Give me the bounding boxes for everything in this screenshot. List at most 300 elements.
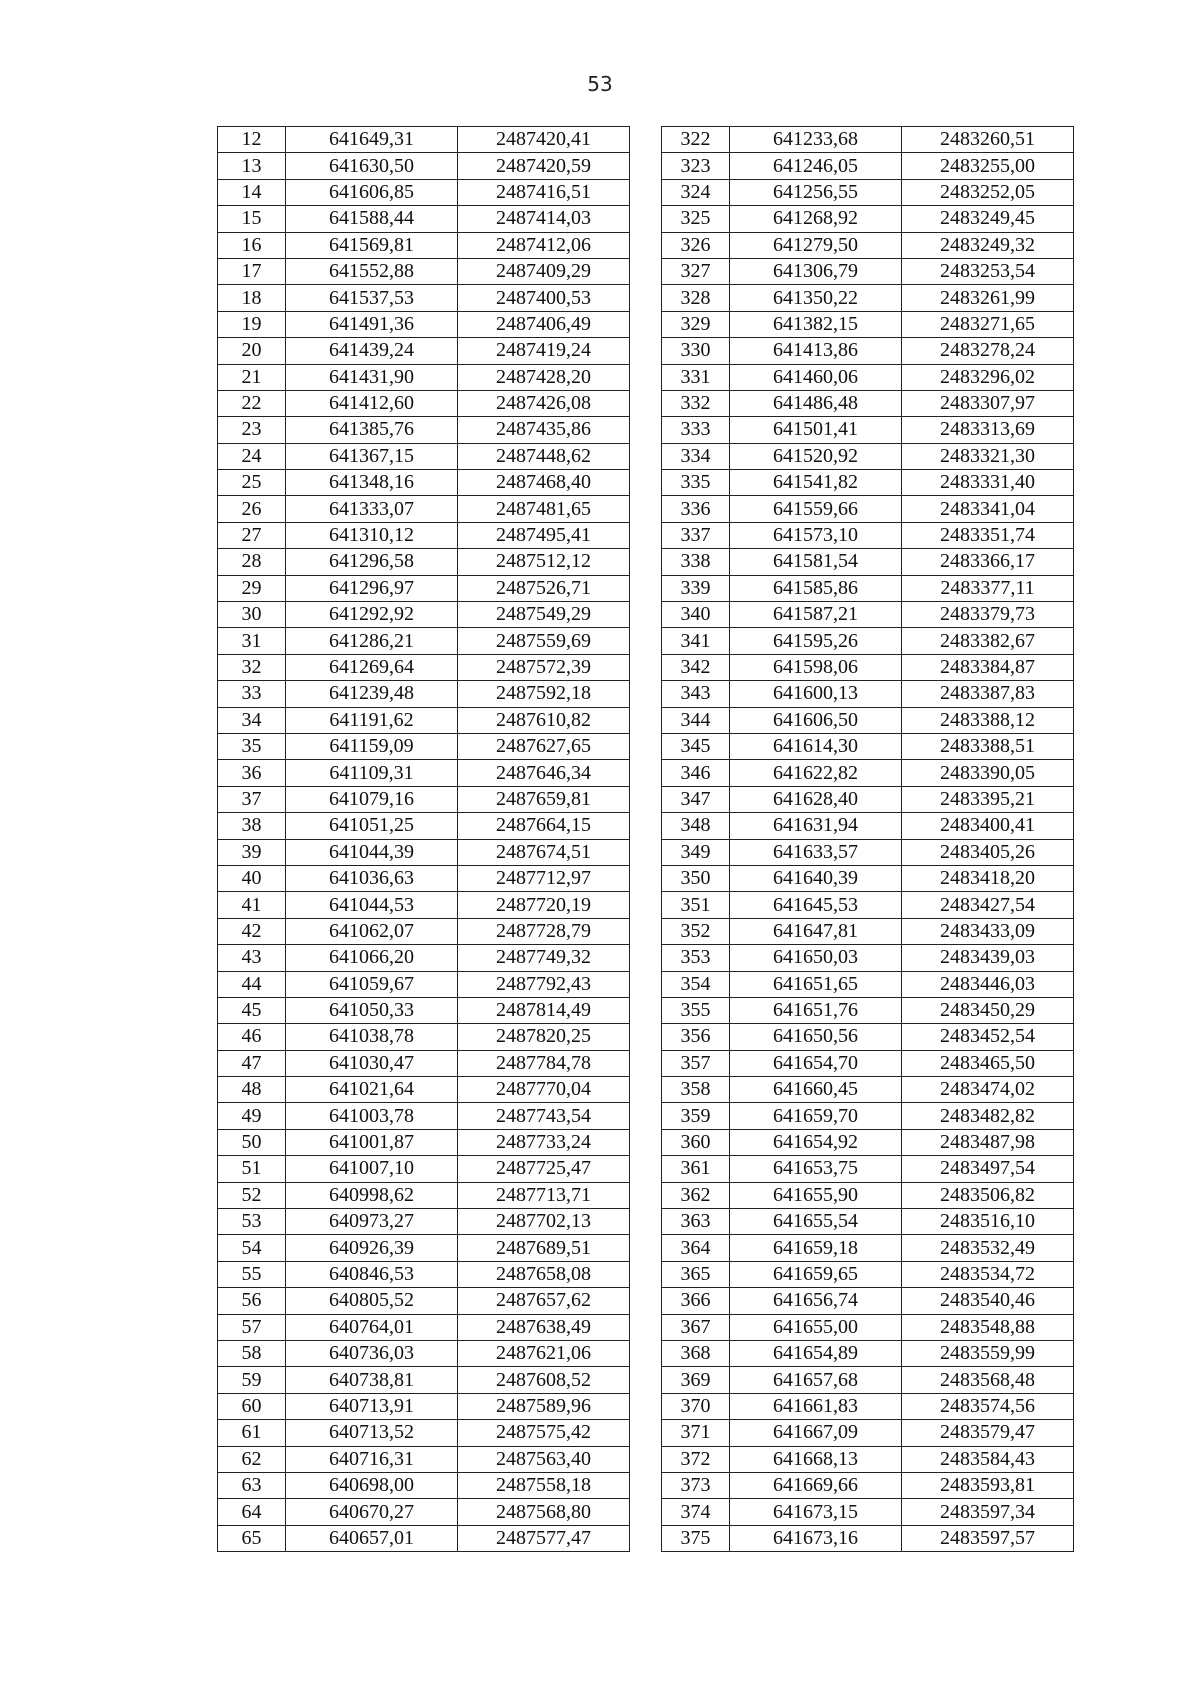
table-row xyxy=(218,364,1074,390)
point-number-cell: 352 xyxy=(662,918,730,944)
column-gap xyxy=(630,1340,662,1366)
column-gap xyxy=(630,206,662,232)
point-number-cell: 46 xyxy=(218,1024,286,1050)
x-coordinate-cell: 641659,18 xyxy=(730,1235,902,1261)
point-number-cell: 13 xyxy=(218,153,286,179)
column-gap xyxy=(630,232,662,258)
y-coordinate-cell: 2487749,32 xyxy=(458,945,630,971)
table-row xyxy=(218,127,1074,153)
column-gap xyxy=(630,1367,662,1393)
column-gap xyxy=(630,417,662,443)
x-coordinate-cell: 640738,81 xyxy=(286,1367,458,1393)
y-coordinate-cell: 2487720,19 xyxy=(458,892,630,918)
x-coordinate-cell: 641350,22 xyxy=(730,285,902,311)
y-coordinate-cell: 2483255,00 xyxy=(902,153,1074,179)
y-coordinate-cell: 2483534,72 xyxy=(902,1261,1074,1287)
coordinates-table xyxy=(217,126,1074,1552)
y-coordinate-cell: 2487627,65 xyxy=(458,733,630,759)
point-number-cell: 322 xyxy=(662,127,730,153)
y-coordinate-cell: 2483487,98 xyxy=(902,1129,1074,1155)
x-coordinate-cell: 641552,88 xyxy=(286,258,458,284)
x-coordinate-cell: 641628,40 xyxy=(730,786,902,812)
table-row xyxy=(218,232,1074,258)
point-number-cell: 63 xyxy=(218,1472,286,1498)
table-row xyxy=(218,1446,1074,1472)
y-coordinate-cell: 2483388,51 xyxy=(902,733,1074,759)
column-gap xyxy=(630,470,662,496)
y-coordinate-cell: 2487728,79 xyxy=(458,918,630,944)
table-row xyxy=(218,311,1074,337)
point-number-cell: 23 xyxy=(218,417,286,443)
table-row xyxy=(218,733,1074,759)
point-number-cell: 65 xyxy=(218,1525,286,1551)
point-number-cell: 16 xyxy=(218,232,286,258)
point-number-cell: 58 xyxy=(218,1340,286,1366)
x-coordinate-cell: 641669,66 xyxy=(730,1472,902,1498)
table-row xyxy=(218,918,1074,944)
y-coordinate-cell: 2487481,65 xyxy=(458,496,630,522)
column-gap xyxy=(630,839,662,865)
x-coordinate-cell: 641268,92 xyxy=(730,206,902,232)
y-coordinate-cell: 2483313,69 xyxy=(902,417,1074,443)
column-gap xyxy=(630,1314,662,1340)
x-coordinate-cell: 641654,89 xyxy=(730,1340,902,1366)
point-number-cell: 14 xyxy=(218,179,286,205)
y-coordinate-cell: 2487426,08 xyxy=(458,390,630,416)
point-number-cell: 354 xyxy=(662,971,730,997)
point-number-cell: 339 xyxy=(662,575,730,601)
point-number-cell: 375 xyxy=(662,1525,730,1551)
y-coordinate-cell: 2483387,83 xyxy=(902,681,1074,707)
y-coordinate-cell: 2483382,67 xyxy=(902,628,1074,654)
x-coordinate-cell: 640713,91 xyxy=(286,1393,458,1419)
y-coordinate-cell: 2487664,15 xyxy=(458,813,630,839)
point-number-cell: 44 xyxy=(218,971,286,997)
x-coordinate-cell: 641296,58 xyxy=(286,549,458,575)
y-coordinate-cell: 2483568,48 xyxy=(902,1367,1074,1393)
x-coordinate-cell: 641573,10 xyxy=(730,522,902,548)
y-coordinate-cell: 2483379,73 xyxy=(902,602,1074,628)
x-coordinate-cell: 641654,92 xyxy=(730,1129,902,1155)
point-number-cell: 329 xyxy=(662,311,730,337)
table-row xyxy=(218,1393,1074,1419)
point-number-cell: 374 xyxy=(662,1499,730,1525)
point-number-cell: 62 xyxy=(218,1446,286,1472)
x-coordinate-cell: 641585,86 xyxy=(730,575,902,601)
column-gap xyxy=(630,786,662,812)
x-coordinate-cell: 640713,52 xyxy=(286,1420,458,1446)
y-coordinate-cell: 2487784,78 xyxy=(458,1050,630,1076)
y-coordinate-cell: 2483427,54 xyxy=(902,892,1074,918)
column-gap xyxy=(630,1420,662,1446)
column-gap xyxy=(630,364,662,390)
y-coordinate-cell: 2487420,59 xyxy=(458,153,630,179)
x-coordinate-cell: 641657,68 xyxy=(730,1367,902,1393)
y-coordinate-cell: 2483307,97 xyxy=(902,390,1074,416)
table-row xyxy=(218,549,1074,575)
x-coordinate-cell: 641021,64 xyxy=(286,1077,458,1103)
point-number-cell: 52 xyxy=(218,1182,286,1208)
point-number-cell: 367 xyxy=(662,1314,730,1340)
y-coordinate-cell: 2483584,43 xyxy=(902,1446,1074,1472)
column-gap xyxy=(630,1472,662,1498)
y-coordinate-cell: 2483249,32 xyxy=(902,232,1074,258)
y-coordinate-cell: 2483482,82 xyxy=(902,1103,1074,1129)
column-gap xyxy=(630,1077,662,1103)
x-coordinate-cell: 641036,63 xyxy=(286,865,458,891)
x-coordinate-cell: 641233,68 xyxy=(730,127,902,153)
y-coordinate-cell: 2487568,80 xyxy=(458,1499,630,1525)
x-coordinate-cell: 641650,56 xyxy=(730,1024,902,1050)
x-coordinate-cell: 640736,03 xyxy=(286,1340,458,1366)
y-coordinate-cell: 2483366,17 xyxy=(902,549,1074,575)
point-number-cell: 25 xyxy=(218,470,286,496)
point-number-cell: 30 xyxy=(218,602,286,628)
point-number-cell: 370 xyxy=(662,1393,730,1419)
point-number-cell: 343 xyxy=(662,681,730,707)
point-number-cell: 32 xyxy=(218,654,286,680)
point-number-cell: 365 xyxy=(662,1261,730,1287)
table-row xyxy=(218,892,1074,918)
x-coordinate-cell: 641501,41 xyxy=(730,417,902,443)
table-row xyxy=(218,681,1074,707)
y-coordinate-cell: 2483405,26 xyxy=(902,839,1074,865)
x-coordinate-cell: 641239,48 xyxy=(286,681,458,707)
x-coordinate-cell: 641066,20 xyxy=(286,945,458,971)
y-coordinate-cell: 2487657,62 xyxy=(458,1288,630,1314)
point-number-cell: 43 xyxy=(218,945,286,971)
point-number-cell: 342 xyxy=(662,654,730,680)
point-number-cell: 17 xyxy=(218,258,286,284)
x-coordinate-cell: 641003,78 xyxy=(286,1103,458,1129)
table-row xyxy=(218,1525,1074,1551)
y-coordinate-cell: 2487416,51 xyxy=(458,179,630,205)
column-gap xyxy=(630,865,662,891)
y-coordinate-cell: 2483260,51 xyxy=(902,127,1074,153)
point-number-cell: 39 xyxy=(218,839,286,865)
table-row xyxy=(218,707,1074,733)
x-coordinate-cell: 641109,31 xyxy=(286,760,458,786)
column-gap xyxy=(630,1525,662,1551)
y-coordinate-cell: 2487572,39 xyxy=(458,654,630,680)
y-coordinate-cell: 2487621,06 xyxy=(458,1340,630,1366)
table-row xyxy=(218,1499,1074,1525)
x-coordinate-cell: 641491,36 xyxy=(286,311,458,337)
point-number-cell: 28 xyxy=(218,549,286,575)
x-coordinate-cell: 641614,30 xyxy=(730,733,902,759)
point-number-cell: 332 xyxy=(662,390,730,416)
table-row xyxy=(218,1156,1074,1182)
y-coordinate-cell: 2483384,87 xyxy=(902,654,1074,680)
table-row xyxy=(218,865,1074,891)
table-row xyxy=(218,390,1074,416)
x-coordinate-cell: 641486,48 xyxy=(730,390,902,416)
point-number-cell: 373 xyxy=(662,1472,730,1498)
y-coordinate-cell: 2487409,29 xyxy=(458,258,630,284)
column-gap xyxy=(630,311,662,337)
x-coordinate-cell: 641051,25 xyxy=(286,813,458,839)
x-coordinate-cell: 641413,86 xyxy=(730,338,902,364)
table-row xyxy=(218,945,1074,971)
x-coordinate-cell: 641385,76 xyxy=(286,417,458,443)
table-row xyxy=(218,179,1074,205)
column-gap xyxy=(630,628,662,654)
y-coordinate-cell: 2487400,53 xyxy=(458,285,630,311)
point-number-cell: 26 xyxy=(218,496,286,522)
y-coordinate-cell: 2483597,34 xyxy=(902,1499,1074,1525)
point-number-cell: 37 xyxy=(218,786,286,812)
point-number-cell: 345 xyxy=(662,733,730,759)
x-coordinate-cell: 640764,01 xyxy=(286,1314,458,1340)
column-gap xyxy=(630,338,662,364)
point-number-cell: 350 xyxy=(662,865,730,891)
point-number-cell: 54 xyxy=(218,1235,286,1261)
x-coordinate-cell: 641655,00 xyxy=(730,1314,902,1340)
x-coordinate-cell: 641598,06 xyxy=(730,654,902,680)
x-coordinate-cell: 641569,81 xyxy=(286,232,458,258)
y-coordinate-cell: 2483377,11 xyxy=(902,575,1074,601)
y-coordinate-cell: 2483321,30 xyxy=(902,443,1074,469)
y-coordinate-cell: 2483559,99 xyxy=(902,1340,1074,1366)
point-number-cell: 363 xyxy=(662,1209,730,1235)
x-coordinate-cell: 641246,05 xyxy=(730,153,902,179)
column-gap xyxy=(630,1050,662,1076)
point-number-cell: 357 xyxy=(662,1050,730,1076)
point-number-cell: 337 xyxy=(662,522,730,548)
point-number-cell: 18 xyxy=(218,285,286,311)
y-coordinate-cell: 2483252,05 xyxy=(902,179,1074,205)
x-coordinate-cell: 641588,44 xyxy=(286,206,458,232)
point-number-cell: 371 xyxy=(662,1420,730,1446)
x-coordinate-cell: 641581,54 xyxy=(730,549,902,575)
y-coordinate-cell: 2487495,41 xyxy=(458,522,630,548)
y-coordinate-cell: 2487406,49 xyxy=(458,311,630,337)
column-gap xyxy=(630,707,662,733)
table-row xyxy=(218,813,1074,839)
y-coordinate-cell: 2483351,74 xyxy=(902,522,1074,548)
point-number-cell: 29 xyxy=(218,575,286,601)
point-number-cell: 344 xyxy=(662,707,730,733)
y-coordinate-cell: 2487526,71 xyxy=(458,575,630,601)
column-gap xyxy=(630,496,662,522)
x-coordinate-cell: 641256,55 xyxy=(730,179,902,205)
point-number-cell: 21 xyxy=(218,364,286,390)
point-number-cell: 45 xyxy=(218,997,286,1023)
x-coordinate-cell: 641412,60 xyxy=(286,390,458,416)
y-coordinate-cell: 2487575,42 xyxy=(458,1420,630,1446)
y-coordinate-cell: 2483597,57 xyxy=(902,1525,1074,1551)
x-coordinate-cell: 641001,87 xyxy=(286,1129,458,1155)
column-gap xyxy=(630,443,662,469)
x-coordinate-cell: 641595,26 xyxy=(730,628,902,654)
table-row xyxy=(218,1472,1074,1498)
y-coordinate-cell: 2487646,34 xyxy=(458,760,630,786)
point-number-cell: 368 xyxy=(662,1340,730,1366)
table-row xyxy=(218,1024,1074,1050)
column-gap xyxy=(630,892,662,918)
x-coordinate-cell: 641653,75 xyxy=(730,1156,902,1182)
y-coordinate-cell: 2487702,13 xyxy=(458,1209,630,1235)
y-coordinate-cell: 2483579,47 xyxy=(902,1420,1074,1446)
x-coordinate-cell: 640670,27 xyxy=(286,1499,458,1525)
table-row xyxy=(218,1182,1074,1208)
column-gap xyxy=(630,733,662,759)
point-number-cell: 40 xyxy=(218,865,286,891)
point-number-cell: 341 xyxy=(662,628,730,654)
y-coordinate-cell: 2487512,12 xyxy=(458,549,630,575)
point-number-cell: 362 xyxy=(662,1182,730,1208)
x-coordinate-cell: 641191,62 xyxy=(286,707,458,733)
point-number-cell: 328 xyxy=(662,285,730,311)
column-gap xyxy=(630,575,662,601)
point-number-cell: 20 xyxy=(218,338,286,364)
column-gap xyxy=(630,971,662,997)
column-gap xyxy=(630,1393,662,1419)
point-number-cell: 325 xyxy=(662,206,730,232)
table-row xyxy=(218,338,1074,364)
y-coordinate-cell: 2487549,29 xyxy=(458,602,630,628)
table-row xyxy=(218,1077,1074,1103)
point-number-cell: 59 xyxy=(218,1367,286,1393)
table-row xyxy=(218,470,1074,496)
x-coordinate-cell: 641007,10 xyxy=(286,1156,458,1182)
y-coordinate-cell: 2487559,69 xyxy=(458,628,630,654)
y-coordinate-cell: 2483540,46 xyxy=(902,1288,1074,1314)
point-number-cell: 327 xyxy=(662,258,730,284)
table-row xyxy=(218,153,1074,179)
y-coordinate-cell: 2487820,25 xyxy=(458,1024,630,1050)
x-coordinate-cell: 641382,15 xyxy=(730,311,902,337)
x-coordinate-cell: 640657,01 xyxy=(286,1525,458,1551)
x-coordinate-cell: 641348,16 xyxy=(286,470,458,496)
table-row xyxy=(218,628,1074,654)
x-coordinate-cell: 641649,31 xyxy=(286,127,458,153)
x-coordinate-cell: 641030,47 xyxy=(286,1050,458,1076)
y-coordinate-cell: 2487770,04 xyxy=(458,1077,630,1103)
x-coordinate-cell: 641306,79 xyxy=(730,258,902,284)
x-coordinate-cell: 640973,27 xyxy=(286,1209,458,1235)
table-row xyxy=(218,443,1074,469)
y-coordinate-cell: 2483400,41 xyxy=(902,813,1074,839)
y-coordinate-cell: 2487414,03 xyxy=(458,206,630,232)
x-coordinate-cell: 641431,90 xyxy=(286,364,458,390)
column-gap xyxy=(630,285,662,311)
y-coordinate-cell: 2483418,20 xyxy=(902,865,1074,891)
point-number-cell: 349 xyxy=(662,839,730,865)
x-coordinate-cell: 641286,21 xyxy=(286,628,458,654)
y-coordinate-cell: 2487658,08 xyxy=(458,1261,630,1287)
y-coordinate-cell: 2483271,65 xyxy=(902,311,1074,337)
x-coordinate-cell: 641661,83 xyxy=(730,1393,902,1419)
table-row xyxy=(218,496,1074,522)
point-number-cell: 331 xyxy=(662,364,730,390)
column-gap xyxy=(630,1103,662,1129)
point-number-cell: 340 xyxy=(662,602,730,628)
column-gap xyxy=(630,1156,662,1182)
column-gap xyxy=(630,681,662,707)
point-number-cell: 324 xyxy=(662,179,730,205)
y-coordinate-cell: 2487563,40 xyxy=(458,1446,630,1472)
x-coordinate-cell: 641606,85 xyxy=(286,179,458,205)
y-coordinate-cell: 2487419,24 xyxy=(458,338,630,364)
table-row xyxy=(218,971,1074,997)
x-coordinate-cell: 640926,39 xyxy=(286,1235,458,1261)
table-row xyxy=(218,258,1074,284)
point-number-cell: 50 xyxy=(218,1129,286,1155)
y-coordinate-cell: 2483433,09 xyxy=(902,918,1074,944)
point-number-cell: 358 xyxy=(662,1077,730,1103)
x-coordinate-cell: 641622,82 xyxy=(730,760,902,786)
x-coordinate-cell: 641279,50 xyxy=(730,232,902,258)
y-coordinate-cell: 2487674,51 xyxy=(458,839,630,865)
point-number-cell: 366 xyxy=(662,1288,730,1314)
y-coordinate-cell: 2483497,54 xyxy=(902,1156,1074,1182)
table-row xyxy=(218,1050,1074,1076)
column-gap xyxy=(630,1209,662,1235)
x-coordinate-cell: 641310,12 xyxy=(286,522,458,548)
x-coordinate-cell: 641631,94 xyxy=(730,813,902,839)
point-number-cell: 48 xyxy=(218,1077,286,1103)
x-coordinate-cell: 641062,07 xyxy=(286,918,458,944)
x-coordinate-cell: 641633,57 xyxy=(730,839,902,865)
x-coordinate-cell: 640698,00 xyxy=(286,1472,458,1498)
table-row xyxy=(218,760,1074,786)
y-coordinate-cell: 2483450,29 xyxy=(902,997,1074,1023)
point-number-cell: 47 xyxy=(218,1050,286,1076)
y-coordinate-cell: 2483296,02 xyxy=(902,364,1074,390)
column-gap xyxy=(630,390,662,416)
x-coordinate-cell: 641650,03 xyxy=(730,945,902,971)
x-coordinate-cell: 641659,65 xyxy=(730,1261,902,1287)
point-number-cell: 372 xyxy=(662,1446,730,1472)
y-coordinate-cell: 2487468,40 xyxy=(458,470,630,496)
x-coordinate-cell: 641673,16 xyxy=(730,1525,902,1551)
x-coordinate-cell: 641651,76 xyxy=(730,997,902,1023)
x-coordinate-cell: 641044,53 xyxy=(286,892,458,918)
point-number-cell: 355 xyxy=(662,997,730,1023)
point-number-cell: 12 xyxy=(218,127,286,153)
x-coordinate-cell: 640805,52 xyxy=(286,1288,458,1314)
y-coordinate-cell: 2483331,40 xyxy=(902,470,1074,496)
x-coordinate-cell: 641159,09 xyxy=(286,733,458,759)
point-number-cell: 15 xyxy=(218,206,286,232)
point-number-cell: 34 xyxy=(218,707,286,733)
column-gap xyxy=(630,760,662,786)
x-coordinate-cell: 641647,81 xyxy=(730,918,902,944)
y-coordinate-cell: 2487689,51 xyxy=(458,1235,630,1261)
column-gap xyxy=(630,1446,662,1472)
table-row xyxy=(218,522,1074,548)
point-number-cell: 323 xyxy=(662,153,730,179)
x-coordinate-cell: 641541,82 xyxy=(730,470,902,496)
y-coordinate-cell: 2487725,47 xyxy=(458,1156,630,1182)
table-row xyxy=(218,285,1074,311)
point-number-cell: 19 xyxy=(218,311,286,337)
y-coordinate-cell: 2483446,03 xyxy=(902,971,1074,997)
point-number-cell: 56 xyxy=(218,1288,286,1314)
point-number-cell: 27 xyxy=(218,522,286,548)
table-row xyxy=(218,1288,1074,1314)
point-number-cell: 356 xyxy=(662,1024,730,1050)
table-row xyxy=(218,1103,1074,1129)
x-coordinate-cell: 641673,15 xyxy=(730,1499,902,1525)
point-number-cell: 42 xyxy=(218,918,286,944)
x-coordinate-cell: 641460,06 xyxy=(730,364,902,390)
x-coordinate-cell: 641606,50 xyxy=(730,707,902,733)
y-coordinate-cell: 2487577,47 xyxy=(458,1525,630,1551)
x-coordinate-cell: 640716,31 xyxy=(286,1446,458,1472)
table-row xyxy=(218,1209,1074,1235)
